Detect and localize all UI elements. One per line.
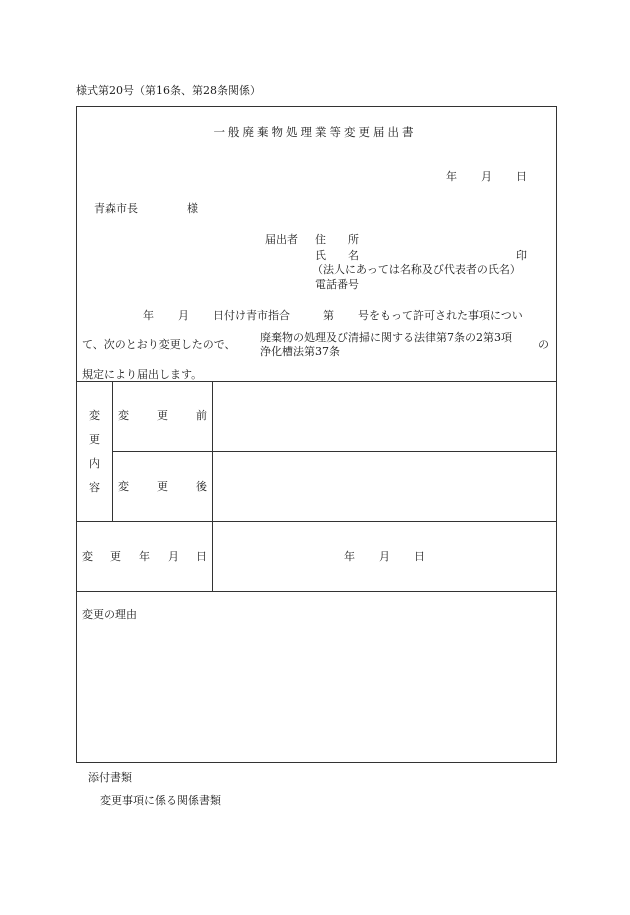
corporation-note: （法人にあっては名称及び代表者の氏名） (312, 263, 521, 276)
change-content-char-4: 容 (89, 481, 100, 494)
addressee-name: 青森市長 (94, 202, 138, 215)
statement-year: 年 (143, 309, 154, 322)
statement-dated-text: 日付け青市指合 (213, 309, 290, 322)
change-date-year: 年 (344, 550, 355, 563)
table-top-border (76, 381, 557, 382)
notifier-name-label: 氏 名 (315, 249, 359, 262)
notifier-address-label: 住 所 (315, 233, 359, 246)
label-value-divider (212, 381, 213, 591)
attachments-label: 添付書類 (88, 771, 132, 784)
addressee-honorific: 様 (187, 202, 198, 215)
form-number: 様式第20号（第16条、第28条関係） (76, 84, 261, 97)
change-content-char-1: 変 (89, 409, 100, 422)
change-date-bottom-border (76, 591, 557, 592)
change-content-column-divider (112, 381, 113, 521)
form-title: 一般廃棄物処理業等変更届出書 (213, 125, 417, 139)
after-char-3: 後 (196, 480, 207, 493)
statement-law-1: 廃棄物の処理及び清掃に関する法律第7条の2第3項 (260, 331, 512, 344)
before-char-3: 前 (196, 409, 207, 422)
before-char-2: 更 (157, 409, 168, 422)
seal-mark: 印 (516, 249, 527, 262)
change-date-char-4: 月 (168, 550, 179, 563)
change-date-char-2: 更 (110, 550, 121, 563)
statement-line1-rest: 号をもって許可された事項につい (358, 309, 523, 322)
before-after-divider (112, 451, 557, 452)
statement-line2-post: の (538, 338, 549, 351)
date-day-label: 日 (516, 170, 527, 183)
change-date-day: 日 (414, 550, 425, 563)
statement-line2-pre: て、次のとおり変更したので、 (82, 338, 236, 351)
form-frame (76, 106, 557, 763)
statement-line3: 規定により届出します。 (82, 368, 203, 381)
statement-number-prefix: 第 (323, 309, 334, 322)
date-year-label: 年 (446, 170, 457, 183)
reason-label: 変更の理由 (82, 608, 137, 621)
statement-law-2: 浄化槽法第37条 (260, 345, 340, 358)
after-char-1: 変 (118, 480, 129, 493)
change-date-char-5: 日 (196, 550, 207, 563)
notifier-phone-label: 電話番号 (315, 278, 359, 291)
statement-month: 月 (178, 309, 189, 322)
change-content-bottom-border (76, 521, 557, 522)
change-date-month: 月 (379, 550, 390, 563)
before-char-1: 変 (118, 409, 129, 422)
change-date-char-1: 変 (82, 550, 93, 563)
change-content-char-2: 更 (89, 433, 100, 446)
notifier-label: 届出者 (265, 233, 298, 246)
attachments-item: 変更事項に係る関係書類 (100, 794, 221, 807)
after-char-2: 更 (157, 480, 168, 493)
date-month-label: 月 (481, 170, 492, 183)
change-content-char-3: 内 (89, 457, 100, 470)
change-date-char-3: 年 (139, 550, 150, 563)
